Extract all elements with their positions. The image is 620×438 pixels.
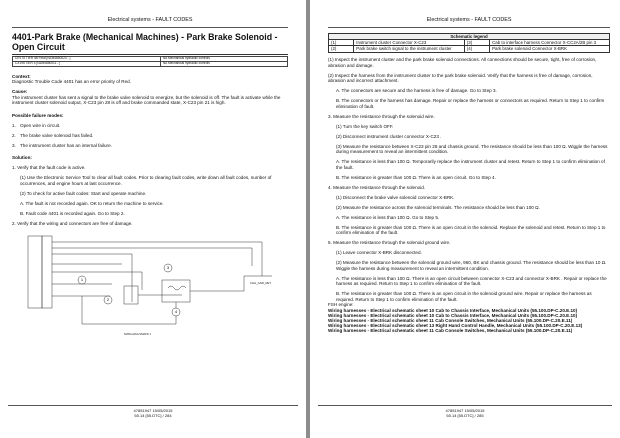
step-2: 2. Verify that the wiring and connectors are free of damage. <box>12 220 133 226</box>
model-name: CX195 TIER 4 [NZM4850011 - ] <box>13 62 161 67</box>
step-1-result-b: B. Fault code 4401 is recorded again. Go to Step 2. <box>20 210 125 216</box>
left-page-number: 55.14 [55.DTC] / 284 <box>134 412 172 418</box>
left-footer-doc-id: 47851947 15/05/2015 <box>133 407 173 413</box>
failure-mode-item <box>12 133 288 139</box>
step-5-result-b: B. The resistance is greater than 100 Ω. There is an open circuit in the solenoid ground wire. Repair or replace the harness as required. Return to Step 1 to confirm elimination of the fault. <box>336 291 592 302</box>
model-config: NA Mechanical hydraulic controls <box>160 57 287 62</box>
diagram-reference: NWFH12GLSMAF8 1 <box>124 332 151 337</box>
failure-mode-text: The instrument cluster has an internal failure. <box>20 142 112 148</box>
failure-mode-item <box>12 123 288 129</box>
failure-mode-text: Open wire in circuit. <box>20 122 61 128</box>
callout-4: 4 <box>174 309 178 315</box>
failure-mode-number: 3. <box>12 142 16 148</box>
step-1-result-a: A. The fault is not recorded again. OK to return the machine to service. <box>20 200 164 206</box>
schematic-reference-link[interactable]: Wiring harnesses - Electrical schematic sheet 11 Cab Console Switches, Mechanical Units (55.100.DP-C.20.E.11) <box>328 327 573 333</box>
step-3: 3. Measure the resistance through the solenoid wire. <box>328 113 435 119</box>
step-3-action-2: (2) Disconnect instrument cluster connector X-C23 . <box>336 133 442 139</box>
left-header-rule <box>12 27 288 28</box>
model-name: CR175 TIER 4B Final [NZM4850023 - ] <box>13 57 161 62</box>
legend-key: (2) <box>329 46 354 52</box>
left-page <box>0 0 306 438</box>
step-5: 5. Measure the resistance through the solenoid ground wire. <box>328 240 451 246</box>
solution-heading: Solution: <box>12 155 32 161</box>
failure-mode-text: The brake valve solenoid has failed. <box>20 132 94 138</box>
schematic-reference-link[interactable]: Wiring harnesses - Electrical schematic sheet 13 Right Hand Control Handle, Mechanical Units (55.100.DP-C.20.E.13) <box>328 322 583 328</box>
right-header-rule <box>328 27 610 28</box>
inspect-connections: (1) Inspect the instrument cluster and the park brake solenoid connections. All connections should be secure, tight, free of corrosion, abrasion and damage. <box>328 57 597 68</box>
right-page-header: Electrical systems - FAULT CODES <box>426 17 512 23</box>
legend-key: (3) <box>464 40 489 46</box>
inspect-result-a: A. The connectors are secure and the harness is free of damage. Go to Step 3. <box>336 88 497 94</box>
failure-modes-heading: Possible failure modes: <box>12 112 64 118</box>
callout-1: 1 <box>80 277 84 283</box>
cause-heading: Cause: <box>12 89 28 95</box>
model-config: NA Mechanical hydraulic controls <box>160 62 287 67</box>
model-table <box>12 56 288 66</box>
failure-mode-item <box>12 143 288 149</box>
step-4-result-b: B. The resistance is greater than 100 Ω. There is an open circuit in the solenoid. Replace the solenoid and retest. Return to Step 1 to confirm elimination of the fault. <box>336 224 606 236</box>
step-5-action-2: (2) Measure the resistance between the solenoid ground wire, 960, BK and chassis ground. The resistance should be less than 10 Ω. Wiggle the harness during measurement to reveal an intermittent condition. <box>336 260 607 271</box>
step-4: 4. Measure the resistance through the solenoid. <box>328 184 426 190</box>
step-1-action-2: (2) To check for active fault codes: Start and operate machine. <box>20 190 147 196</box>
legend-key: (4) <box>464 46 489 52</box>
step-1: 1. Verify that the fault code is active. <box>12 165 86 171</box>
callout-3: 3 <box>166 265 170 271</box>
legend-key: (1) <box>329 40 354 46</box>
inspect-harness: (2) Inspect the harness from the instrument cluster to the park brake solenoid. Verify that the harness is free of damage, corrosion, abrasion and incorrect attachment. <box>328 72 593 84</box>
inspect-result-b: B. The connectors or the harness has damage. Repair or replace the harness or connectors as required. Return to Step 1 to confirm elimination of fault. <box>336 98 605 109</box>
right-footer-rule <box>318 405 612 406</box>
callout-2: 2 <box>106 297 110 303</box>
step-4-result-a: A. The resistance is less than 100 Ω. Go to Step 5. <box>336 214 440 220</box>
fsh-heading: FSH engine: <box>328 302 354 308</box>
ground-return-label: CHG_GND_RET <box>250 281 272 286</box>
right-page <box>310 0 620 438</box>
right-page-number: 55.14 [55.DTC] / 285 <box>446 412 484 418</box>
legend-title: Schematic legend <box>329 34 610 40</box>
step-4-action-2: (2) Measure the resistance across the solenoid terminals. The resistance should be less than 100 Ω. <box>336 204 540 210</box>
legend-row <box>329 40 610 46</box>
step-3-action-1: (1) Turn the key switch OFF. <box>336 123 394 129</box>
context-heading: Context: <box>12 73 31 79</box>
step-3-action-3: (3) Measure the resistance between X-C23 pin 28 and chassis ground. The resistance should be less than 100 Ω. Wiggle the harness during measurement to reveal an intermittent condition. <box>336 143 608 155</box>
schematic-reference-link[interactable]: Wiring harnesses - Electrical schematic sheet 10 Cab to Chassis Interface, Mechanical Units (55.100.DP-C.20.E.10) <box>328 312 578 318</box>
fault-title: 4401-Park Brake (Mechanical Machines) - Park Brake Solenoid - Open Circuit <box>12 32 278 53</box>
legend-value: Park brake solenoid Connector X-BRK <box>490 46 610 52</box>
step-3-result-a: A. The resistance is less than 100 Ω. Temporarily replace the instrument cluster and retest. Return to Step 1 to confirm elimination of the fault. <box>336 159 605 170</box>
legend-value: Instrument cluster Connector X-C23 <box>354 40 465 46</box>
schematic-reference-link[interactable]: Wiring harnesses - Electrical schematic sheet 11 Cab Console Switches, Mechanical Units (55.100.DP-C.20.E.11) <box>328 317 573 323</box>
model-row <box>13 62 288 67</box>
schematic-drawing <box>12 228 288 338</box>
step-5-action-1: (1) Leave connector X-BRK disconnected. <box>336 250 422 256</box>
step-4-action-1: (1) Disconnect the brake valve solenoid connector X-BRK. <box>336 194 455 200</box>
context-text: Diagnostic Trouble Code 4401 has an error priority of Red. <box>12 79 131 85</box>
cause-text: The instrument cluster has sent a signal to the brake valve solenoid to energize, but the solenoid is off. The fault is activate while the instrument cluster solenoid output, X-C23 pin 28 is off and brake commanded state, X-C23 pin 21 is high. <box>12 94 281 106</box>
right-footer-doc-id: 47851947 15/05/2015 <box>445 407 485 413</box>
right-page-footer <box>310 405 620 418</box>
left-footer-rule <box>8 405 298 406</box>
legend-value: Park brake switch signal to the instrument cluster <box>354 46 465 52</box>
legend-value: Cab to interface harness Connector X-CC2A/2B pin 3 <box>490 40 610 46</box>
failure-mode-number: 1. <box>12 122 16 128</box>
title-rule <box>12 54 288 55</box>
step-3-result-b: B. The resistance is greater than 100 Ω. There is an open circuit. Go to Step 4. <box>336 174 496 180</box>
step-1-action-1: (1) Use the Electronic Service Tool to clear all fault codes. Prior to clearing fault codes, write down all fault codes, number of occurrences, and engine hours at last occurrence. <box>20 175 272 186</box>
failure-mode-number: 2. <box>12 132 16 138</box>
schematic-legend <box>328 33 610 53</box>
schematic-reference-link[interactable]: Wiring harnesses - Electrical schematic sheet 10 Cab to Chassis Interface, Mechanical Units (55.100.DP-C.20.E.10) <box>328 307 578 313</box>
left-page-footer <box>0 405 306 418</box>
wiring-schematic <box>12 228 288 338</box>
left-page-header: Electrical systems - FAULT CODES <box>107 17 193 23</box>
legend-row <box>329 46 610 52</box>
step-5-result-a: A. The resistance is less than 100 Ω. There is an open circuit between connector X-C23 and connector X-BRK . Repair or replace the harness as required. Return to Step 1 to confirm elimination of the fault. <box>336 275 607 287</box>
